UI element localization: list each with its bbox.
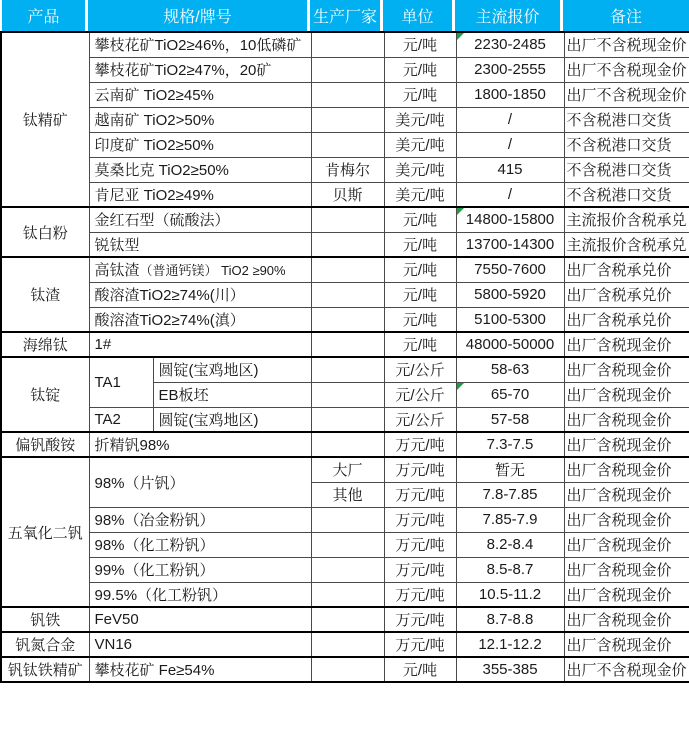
maker-cell: [311, 432, 384, 457]
product-cell: 钒氮合金: [1, 632, 89, 657]
price-cell: 7.85-7.9: [456, 507, 564, 532]
price-table: [0, 31, 689, 683]
unit-cell: 元/吨: [384, 57, 456, 82]
price-cell: 2300-2555: [456, 57, 564, 82]
col-header-price: 主流报价: [455, 0, 563, 31]
maker-cell: [311, 382, 384, 407]
note-cell: 出厂含税现金价: [564, 607, 689, 632]
table-row: [1, 632, 689, 657]
price-cell: /: [456, 107, 564, 132]
comment-flag-icon: [457, 33, 464, 40]
note-cell: 出厂含税现金价: [564, 557, 689, 582]
price-cell: 暂无: [456, 457, 564, 482]
unit-cell: 元/吨: [384, 32, 456, 57]
spec-cell: 云南矿 TiO2≥45%: [89, 82, 311, 107]
note-cell: 出厂不含税现金价: [564, 657, 689, 682]
unit-cell: 万元/吨: [384, 557, 456, 582]
maker-cell: [311, 657, 384, 682]
table-row: [1, 557, 689, 582]
spec-cell: VN16: [89, 632, 311, 657]
unit-cell: 万元/吨: [384, 582, 456, 607]
spec-cell: 酸溶渣TiO2≥74%(滇）: [89, 307, 311, 332]
note-cell: 出厂含税现金价: [564, 407, 689, 432]
spec-cell: 金红石型（硫酸法）: [89, 207, 311, 232]
note-cell: 出厂含税现金价: [564, 382, 689, 407]
table-row: [1, 207, 689, 232]
spec-cell: FeV50: [89, 607, 311, 632]
unit-cell: 万元/吨: [384, 607, 456, 632]
unit-cell: 万元/吨: [384, 482, 456, 507]
product-cell: 海绵钛: [1, 332, 89, 357]
unit-cell: 元/公斤: [384, 357, 456, 382]
spec-cell: 圆锭(宝鸡地区): [153, 357, 311, 382]
spec-main: 高钛渣: [94, 262, 140, 280]
price-cell: 7.3-7.5: [456, 432, 564, 457]
table-row: [1, 282, 689, 307]
price-cell: 7.8-7.85: [456, 482, 564, 507]
unit-cell: 元/吨: [384, 207, 456, 232]
table-row: [1, 607, 689, 632]
spec-cell: 酸溶渣TiO2≥74%(川）: [89, 282, 311, 307]
unit-cell: 美元/吨: [384, 132, 456, 157]
note-cell: 主流报价含税承兑: [564, 232, 689, 257]
spec-cell: 莫桑比克 TiO2≥50%: [89, 157, 311, 182]
table-row: [1, 132, 689, 157]
table-row: [1, 157, 689, 182]
unit-cell: 万元/吨: [384, 432, 456, 457]
product-cell: 钒钛铁精矿: [1, 657, 89, 682]
maker-cell: [311, 357, 384, 382]
maker-cell: [311, 307, 384, 332]
maker-cell: [311, 232, 384, 257]
note-cell: 出厂含税现金价: [564, 357, 689, 382]
table-row: [1, 657, 689, 682]
product-cell: 偏钒酸铵: [1, 432, 89, 457]
spec-cell: 圆锭(宝鸡地区): [153, 407, 311, 432]
price-cell: 10.5-11.2: [456, 582, 564, 607]
price-value: 14800-15800: [465, 211, 555, 229]
maker-cell: [311, 582, 384, 607]
table-row: [1, 232, 689, 257]
note-cell: 出厂含税承兑价: [564, 257, 689, 282]
grade-cell: TA1: [89, 357, 153, 407]
spec-cell: 越南矿 TiO2>50%: [89, 107, 311, 132]
unit-cell: 元/吨: [384, 332, 456, 357]
product-cell: 五氧化二钒: [1, 457, 89, 607]
spec-cell: 攀枝花矿 Fe≥54%: [89, 657, 311, 682]
unit-cell: 万元/吨: [384, 632, 456, 657]
note-cell: 不含税港口交货: [564, 157, 689, 182]
price-cell: [456, 382, 564, 407]
spec-cell: 印度矿 TiO2≥50%: [89, 132, 311, 157]
unit-cell: 万元/吨: [384, 507, 456, 532]
unit-cell: 元/吨: [384, 82, 456, 107]
col-header-note: 备注: [563, 0, 689, 31]
maker-cell: 大厂: [311, 457, 384, 482]
price-cell: 12.1-12.2: [456, 632, 564, 657]
table-row: [1, 457, 689, 482]
unit-cell: 美元/吨: [384, 157, 456, 182]
table-row: [1, 307, 689, 332]
maker-cell: [311, 57, 384, 82]
product-cell: 钛精矿: [1, 32, 89, 207]
spec-cell: 肯尼亚 TiO2≥49%: [89, 182, 311, 207]
table-row: [1, 57, 689, 82]
maker-cell: [311, 507, 384, 532]
note-cell: 出厂含税现金价: [564, 507, 689, 532]
price-value: 65-70: [490, 386, 530, 403]
comment-flag-icon: [457, 383, 464, 390]
price-cell: 8.2-8.4: [456, 532, 564, 557]
note-cell: 出厂含税现金价: [564, 482, 689, 507]
note-cell: 不含税港口交货: [564, 132, 689, 157]
maker-cell: [311, 607, 384, 632]
spec-cell: 99.5%（化工粉钒）: [89, 582, 311, 607]
price-cell: 48000-50000: [456, 332, 564, 357]
table-row: [1, 532, 689, 557]
note-cell: 出厂含税现金价: [564, 432, 689, 457]
note-cell: 出厂含税承兑价: [564, 282, 689, 307]
unit-cell: 万元/吨: [384, 457, 456, 482]
note-cell: 出厂含税现金价: [564, 632, 689, 657]
col-header-spec: 规格/牌号: [88, 0, 310, 31]
table-row: [1, 332, 689, 357]
price-cell: 5100-5300: [456, 307, 564, 332]
unit-cell: 元/公斤: [384, 382, 456, 407]
note-cell: 出厂不含税现金价: [564, 32, 689, 57]
unit-cell: 元/吨: [384, 282, 456, 307]
maker-cell: [311, 557, 384, 582]
spec-cell: 折精钒98%: [89, 432, 311, 457]
table-row: [1, 407, 689, 432]
unit-cell: 元/吨: [384, 307, 456, 332]
maker-cell: [311, 332, 384, 357]
table-row: [1, 107, 689, 132]
maker-cell: [311, 632, 384, 657]
maker-cell: [311, 282, 384, 307]
price-value: 2230-2485: [474, 36, 546, 54]
unit-cell: 万元/吨: [384, 532, 456, 557]
spec-cell: 攀枝花矿TiO2≥46%，10低磷矿: [89, 32, 311, 57]
price-cell: 415: [456, 157, 564, 182]
spec-cell: 98%（化工粉钒）: [89, 532, 311, 557]
maker-cell: [311, 532, 384, 557]
unit-cell: 元/公斤: [384, 407, 456, 432]
price-cell: 58-63: [456, 357, 564, 382]
spec-cell: 98%（冶金粉钒）: [89, 507, 311, 532]
table-row: [1, 432, 689, 457]
maker-cell: [311, 32, 384, 57]
note-cell: 出厂含税现金价: [564, 582, 689, 607]
col-header-manufacturer: 生产厂家: [310, 0, 383, 31]
note-cell: 不含税港口交货: [564, 182, 689, 207]
note-cell: 出厂含税现金价: [564, 457, 689, 482]
comment-flag-icon: [457, 208, 464, 215]
spec-cell: 锐钛型: [89, 232, 311, 257]
unit-cell: 美元/吨: [384, 107, 456, 132]
table-row: [1, 582, 689, 607]
price-cell: [456, 32, 564, 57]
price-cell: 355-385: [456, 657, 564, 682]
table-row: [1, 257, 689, 282]
price-cell: [456, 207, 564, 232]
unit-cell: 美元/吨: [384, 182, 456, 207]
maker-cell: [311, 107, 384, 132]
maker-cell: [311, 82, 384, 107]
spec-cell: 1#: [89, 332, 311, 357]
spec-cell: [89, 257, 311, 282]
unit-cell: 元/吨: [384, 232, 456, 257]
maker-cell: [311, 207, 384, 232]
product-cell: 钒铁: [1, 607, 89, 632]
price-cell: 8.5-8.7: [456, 557, 564, 582]
spec-cell: 99%（化工粉钒）: [89, 557, 311, 582]
maker-cell: 贝斯: [311, 182, 384, 207]
note-cell: 出厂含税现金价: [564, 532, 689, 557]
note-cell: 出厂含税现金价: [564, 332, 689, 357]
table-row: [1, 357, 689, 382]
spec-tail: TiO2 ≥90%: [217, 263, 286, 279]
note-cell: 出厂不含税现金价: [564, 82, 689, 107]
price-cell: 5800-5920: [456, 282, 564, 307]
maker-cell: [311, 407, 384, 432]
maker-cell: [311, 132, 384, 157]
unit-cell: 元/吨: [384, 257, 456, 282]
spec-cell: EB板坯: [153, 382, 311, 407]
note-cell: 出厂不含税现金价: [564, 57, 689, 82]
maker-cell: [311, 257, 384, 282]
spec-cell: 攀枝花矿TiO2≥47%，20矿: [89, 57, 311, 82]
grade-cell: TA2: [89, 407, 153, 432]
price-cell: 57-58: [456, 407, 564, 432]
table-row: [1, 32, 689, 57]
note-cell: 主流报价含税承兑: [564, 207, 689, 232]
price-cell: /: [456, 132, 564, 157]
price-cell: /: [456, 182, 564, 207]
unit-cell: 元/吨: [384, 657, 456, 682]
product-cell: 钛渣: [1, 257, 89, 332]
price-cell: 8.7-8.8: [456, 607, 564, 632]
product-cell: 钛锭: [1, 357, 89, 432]
spec-cell: 98%（片钒）: [89, 457, 311, 507]
price-cell: 7550-7600: [456, 257, 564, 282]
col-header-unit: 单位: [383, 0, 455, 31]
note-cell: 出厂含税承兑价: [564, 307, 689, 332]
table-row: [1, 182, 689, 207]
col-header-product: 产品: [0, 0, 88, 31]
table-header: [0, 0, 689, 31]
maker-cell: 其他: [311, 482, 384, 507]
price-cell: 13700-14300: [456, 232, 564, 257]
product-cell: 钛白粉: [1, 207, 89, 257]
maker-cell: 肯梅尔: [311, 157, 384, 182]
table-row: [1, 82, 689, 107]
note-cell: 不含税港口交货: [564, 107, 689, 132]
price-cell: 1800-1850: [456, 82, 564, 107]
table-row: [1, 507, 689, 532]
spec-sub: （普通钙镁）: [139, 263, 218, 279]
